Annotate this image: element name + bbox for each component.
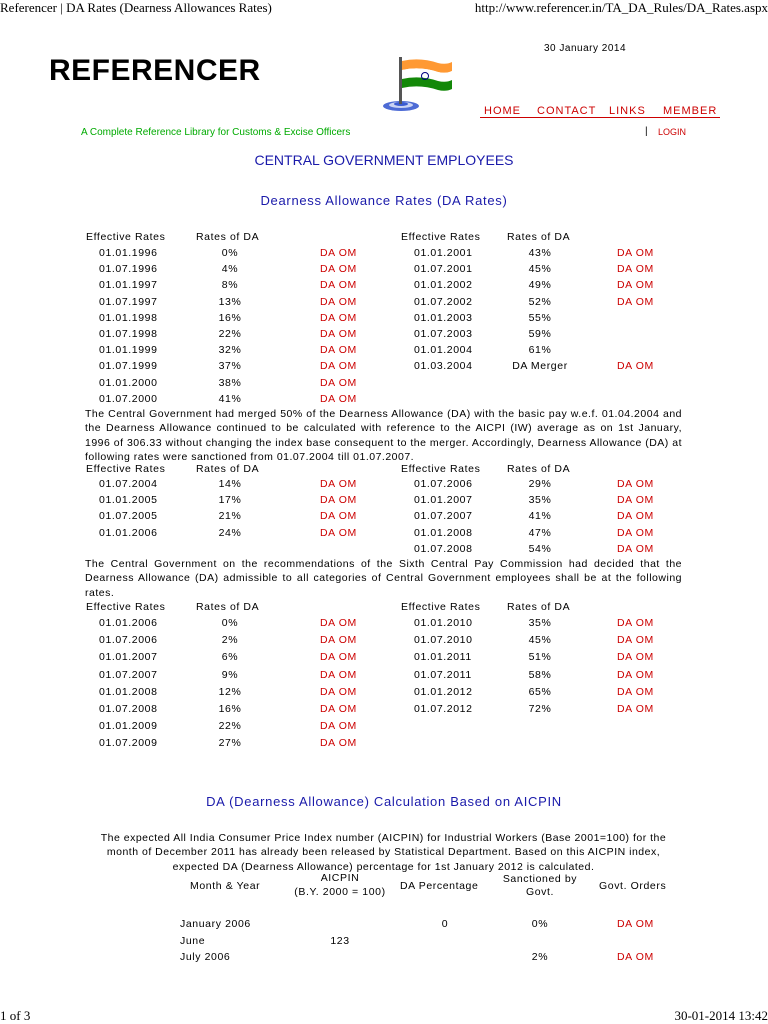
calc-header-percentage: DA Percentage <box>400 880 479 892</box>
da-om-link[interactable]: DA OM <box>320 737 357 750</box>
calc-percentage: 0 <box>441 918 449 930</box>
calc-month: June <box>180 935 206 947</box>
da-om-link[interactable]: DA OM <box>320 247 357 259</box>
da-rate: 6% <box>221 651 239 664</box>
da-om-link[interactable]: DA OM <box>320 634 357 647</box>
da-om-link[interactable]: DA OM <box>320 651 357 664</box>
da-om-link[interactable]: DA OM <box>617 360 654 373</box>
page-indicator: 1 of 3 <box>0 1008 31 1023</box>
da-om-link[interactable]: DA OM <box>617 685 654 698</box>
effective-date: 01.01.2012 <box>414 685 473 698</box>
col-header-effective-rates: Effective Rates <box>86 463 166 475</box>
da-rate: 0% <box>221 247 239 259</box>
nav-underline <box>480 117 720 118</box>
da-rate: 45% <box>528 263 552 276</box>
effective-date: 01.01.2001 <box>414 247 473 259</box>
da-rate: 8% <box>221 279 239 292</box>
sixth-cpc-paragraph: The Central Government on the recommendations of the Sixth Central Pay Commission had decided that the Dearness Allowance (DA) admissible to all categories of Central Government employees shall be at the following rates. <box>85 558 682 599</box>
da-rate: 43% <box>528 247 552 259</box>
effective-date: 01.07.2006 <box>99 634 158 647</box>
effective-date: 01.07.2008 <box>99 703 158 715</box>
col-header-effective-rates: Effective Rates <box>401 601 481 613</box>
da-rate: 38% <box>218 376 242 389</box>
col-header-rates-of-da: Rates of DA <box>196 231 260 243</box>
header-date: 30 January 2014 <box>544 43 627 54</box>
effective-date: 01.01.1997 <box>99 279 158 292</box>
da-om-link[interactable]: DA OM <box>617 510 654 523</box>
da-om-link[interactable]: DA OM <box>320 510 357 523</box>
da-om-link[interactable]: DA OM <box>320 344 357 357</box>
da-om-link[interactable]: DA OM <box>617 617 654 629</box>
calc-da-om-link[interactable]: DA OM <box>617 918 654 930</box>
da-rate: 9% <box>221 668 239 681</box>
da-rate: 17% <box>218 494 242 507</box>
effective-date: 01.01.1996 <box>99 247 158 259</box>
da-rate: 16% <box>218 311 242 324</box>
effective-date: 01.01.2000 <box>99 376 158 389</box>
nav-home-link[interactable]: HOME <box>484 105 521 117</box>
da-rate: 22% <box>218 720 242 733</box>
da-rate: 37% <box>218 360 242 373</box>
calc-da-om-link[interactable]: DA OM <box>617 951 654 963</box>
calc-sanctioned: 0% <box>531 918 549 930</box>
browser-title: Referencer | DA Rates (Dearness Allowances Rates) <box>0 0 272 15</box>
da-rate: 47% <box>528 526 552 539</box>
col-header-effective-rates: Effective Rates <box>86 231 166 243</box>
effective-date: 01.07.2005 <box>99 510 158 523</box>
col-header-rates-of-da: Rates of DA <box>507 463 571 475</box>
effective-date: 01.01.2010 <box>414 617 473 629</box>
effective-date: 01.01.2004 <box>414 344 473 357</box>
effective-date: 01.01.1999 <box>99 344 158 357</box>
da-om-link[interactable]: DA OM <box>320 311 357 324</box>
effective-date: 01.07.2006 <box>414 478 473 490</box>
da-rate: 27% <box>218 737 242 750</box>
effective-date: 01.03.2004 <box>414 360 473 373</box>
da-om-link[interactable]: DA OM <box>320 720 357 733</box>
calc-heading: DA (Dearness Allowance) Calculation Based on AICPIN <box>206 794 562 809</box>
da-rate: 16% <box>218 703 242 715</box>
effective-date: 01.07.2012 <box>414 703 473 715</box>
print-timestamp: 30-01-2014 13:42 <box>674 1008 768 1023</box>
da-om-link[interactable]: DA OM <box>320 376 357 389</box>
effective-date: 01.07.2007 <box>414 510 473 523</box>
da-om-link[interactable]: DA OM <box>320 703 357 715</box>
da-rate: 12% <box>218 685 242 698</box>
effective-date: 01.07.1998 <box>99 328 158 340</box>
effective-date: 01.01.2007 <box>414 494 473 507</box>
effective-date: 01.07.1999 <box>99 360 158 373</box>
da-om-link[interactable]: DA OM <box>320 279 357 292</box>
da-rate: 2% <box>221 634 239 647</box>
effective-date: 01.01.2006 <box>99 526 158 539</box>
da-rate: 45% <box>528 634 552 647</box>
effective-date: 01.07.2000 <box>99 392 158 405</box>
da-rate: 58% <box>528 668 552 681</box>
merger-paragraph: The Central Government had merged 50% of the Dearness Allowance (DA) with the basic pay w.e.f. 01.04.2004 and the Dearness Allowance continued to be calculated with reference to the AICPI (IW) average as on 1st January, 1996 of 306.33 without changing the index base consequent to the merger. Accordingly, Dearness Allowance (DA) at following rates were sanctioned from 01.07.2004 till 01.07.2007. <box>85 408 682 463</box>
calc-sanctioned: 2% <box>531 951 549 963</box>
calc-month: January 2006 <box>180 918 251 930</box>
da-om-link[interactable]: DA OM <box>617 279 654 292</box>
calc-header-aicpin: AICPIN <box>320 872 360 884</box>
da-rate: 32% <box>218 344 242 357</box>
da-om-link[interactable]: DA OM <box>320 263 357 276</box>
da-rate: 41% <box>528 510 552 523</box>
effective-date: 01.07.2011 <box>414 668 472 681</box>
effective-date: 01.01.2008 <box>414 526 473 539</box>
effective-date: 01.01.2007 <box>99 651 158 664</box>
da-om-link[interactable]: DA OM <box>617 668 654 681</box>
effective-date: 01.07.1996 <box>99 263 158 276</box>
effective-date: 01.07.2002 <box>414 295 473 308</box>
col-header-rates-of-da: Rates of DA <box>196 463 260 475</box>
site-logo[interactable]: REFERENCER <box>49 54 261 87</box>
da-rate: 72% <box>528 703 552 715</box>
da-om-link[interactable]: DA OM <box>320 526 357 539</box>
da-om-link[interactable]: DA OM <box>320 494 357 507</box>
browser-url[interactable]: http://www.referencer.in/TA_DA_Rules/DA_Rates.aspx <box>474 0 768 15</box>
calc-header-sanctioned-govt: Govt. <box>525 886 555 898</box>
col-header-effective-rates: Effective Rates <box>401 463 481 475</box>
effective-date: 01.07.2007 <box>99 668 158 681</box>
da-om-link[interactable]: DA OM <box>617 703 654 715</box>
nav-contact-link[interactable]: CONTACT <box>537 105 597 117</box>
da-om-link[interactable]: DA OM <box>320 685 357 698</box>
effective-date: 01.01.1998 <box>99 311 158 324</box>
da-rate: 59% <box>528 328 552 340</box>
da-rate: 35% <box>528 494 552 507</box>
nav-links-link[interactable]: LINKS <box>609 105 646 117</box>
da-rate: 61% <box>528 344 552 357</box>
effective-date: 01.07.2001 <box>414 263 473 276</box>
da-om-link[interactable]: DA OM <box>320 392 357 405</box>
aicpin-paragraph: The expected All India Consumer Price Index number (AICPIN) for Industrial Workers (Base 2001=100) for the month of December 2011 has already been released by Statistical Department. Based on this AICPIN index, expected DA (Dearness Allowance) percentage for 1st January 2012 is calculated. <box>100 832 667 873</box>
site-tagline: A Complete Reference Library for Customs & Excise Officers <box>81 127 351 138</box>
effective-date: 01.07.2004 <box>99 478 158 490</box>
da-rate: 49% <box>528 279 552 292</box>
effective-date: 01.01.2006 <box>99 617 158 629</box>
main-heading: CENTRAL GOVERNMENT EMPLOYEES <box>254 152 514 168</box>
da-rate: 52% <box>528 295 552 308</box>
da-rate: 29% <box>528 478 552 490</box>
nav-member-link[interactable]: MEMBER <box>663 105 718 117</box>
effective-date: 01.01.2002 <box>414 279 473 292</box>
da-om-link[interactable]: DA OM <box>617 634 654 647</box>
da-rate: 14% <box>218 478 242 490</box>
da-om-link[interactable]: DA OM <box>320 668 357 681</box>
login-link[interactable]: LOGIN <box>658 127 687 137</box>
da-rate: 13% <box>218 295 242 308</box>
calc-header-orders: Govt. Orders <box>599 880 667 892</box>
da-om-link[interactable]: DA OM <box>320 360 357 373</box>
effective-date: 01.01.2009 <box>99 720 158 733</box>
calc-month: July 2006 <box>180 951 231 963</box>
da-rate: DA Merger <box>512 360 568 373</box>
da-om-link[interactable]: DA OM <box>617 651 654 664</box>
calc-aicpin: 123 <box>330 935 350 947</box>
effective-date: 01.07.2008 <box>414 542 473 555</box>
effective-date: 01.07.2010 <box>414 634 473 647</box>
col-header-rates-of-da: Rates of DA <box>196 601 260 613</box>
col-header-effective-rates: Effective Rates <box>86 601 166 613</box>
da-om-link[interactable]: DA OM <box>320 478 357 490</box>
da-rate: 0% <box>221 617 239 629</box>
da-om-link[interactable]: DA OM <box>320 295 357 308</box>
da-rate: 22% <box>218 328 242 340</box>
effective-date: 01.01.2003 <box>414 311 473 324</box>
da-rate: 55% <box>528 311 552 324</box>
india-flag-icon <box>380 55 455 115</box>
effective-date: 01.01.2008 <box>99 685 158 698</box>
da-om-link[interactable]: DA OM <box>617 542 654 555</box>
effective-date: 01.01.2005 <box>99 494 158 507</box>
da-rate: 51% <box>528 651 552 664</box>
da-om-link[interactable]: DA OM <box>320 617 357 629</box>
da-om-link[interactable]: DA OM <box>617 263 654 276</box>
da-rate: 21% <box>218 510 242 523</box>
da-rate: 41% <box>218 392 242 405</box>
calc-header-month: Month & Year <box>190 880 261 892</box>
da-om-link[interactable]: DA OM <box>320 328 357 340</box>
calc-header-sanctioned: Sanctioned by <box>502 873 578 885</box>
da-rate: 54% <box>528 542 552 555</box>
da-rate: 4% <box>221 263 239 276</box>
effective-date: 01.07.2009 <box>99 737 158 750</box>
col-header-rates-of-da: Rates of DA <box>507 231 571 243</box>
calc-header-aicpin-base: (B.Y. 2000 = 100) <box>294 886 386 898</box>
da-om-link[interactable]: DA OM <box>617 494 654 507</box>
login-separator: | <box>645 126 648 137</box>
effective-date: 01.07.2003 <box>414 328 473 340</box>
da-om-link[interactable]: DA OM <box>617 526 654 539</box>
col-header-effective-rates: Effective Rates <box>401 231 481 243</box>
sub-heading: Dearness Allowance Rates (DA Rates) <box>260 193 508 208</box>
da-rate: 24% <box>218 526 242 539</box>
da-rate: 65% <box>528 685 552 698</box>
effective-date: 01.07.1997 <box>99 295 158 308</box>
da-om-link[interactable]: DA OM <box>617 247 654 259</box>
col-header-rates-of-da: Rates of DA <box>507 601 571 613</box>
effective-date: 01.01.2011 <box>414 651 472 664</box>
da-om-link[interactable]: DA OM <box>617 295 654 308</box>
da-om-link[interactable]: DA OM <box>617 478 654 490</box>
da-rate: 35% <box>528 617 552 629</box>
